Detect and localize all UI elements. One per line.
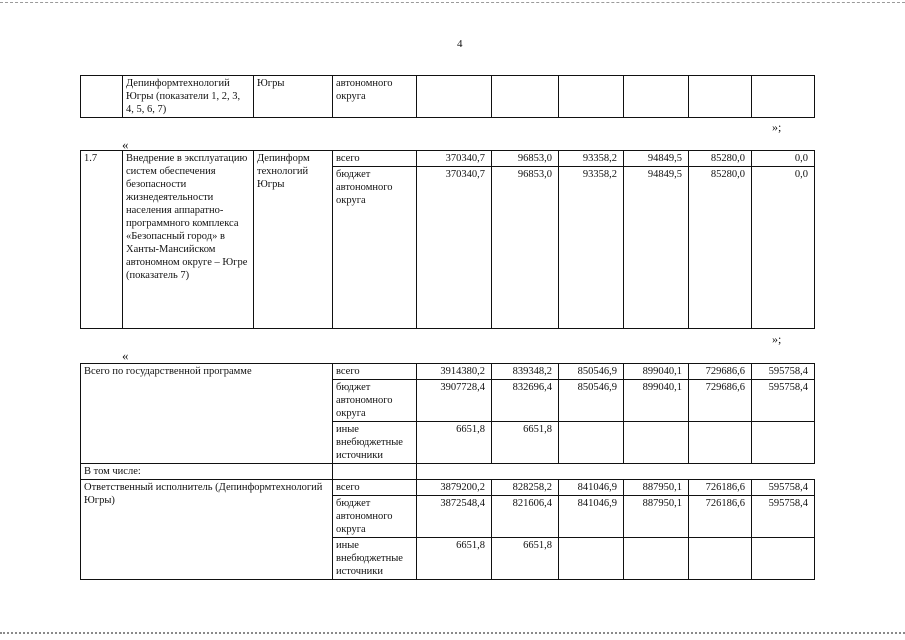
value-cell: 595758,4	[752, 364, 815, 380]
table-row	[81, 364, 815, 380]
value-cell: 0,0	[752, 167, 815, 329]
value-cell: 839348,2	[492, 364, 559, 380]
table-totals	[80, 363, 815, 580]
value-cell: 828258,2	[492, 480, 559, 496]
funding-source: всего	[333, 480, 417, 496]
closing-quote-1: »;	[772, 120, 782, 134]
value-cell: 3879200,2	[417, 480, 492, 496]
value-cell	[624, 422, 689, 464]
value-cell: 899040,1	[624, 364, 689, 380]
executor: Югры	[254, 76, 333, 118]
value-cell: 850546,9	[559, 380, 624, 422]
funding-source: автономного округа	[333, 76, 417, 118]
opening-quote-1: «	[122, 137, 129, 152]
funding-source: бюджет автономного округа	[333, 380, 417, 422]
value-cell: 6651,8	[492, 422, 559, 464]
value-cell: 6651,8	[417, 538, 492, 580]
value-cell	[559, 422, 624, 464]
value-cell: 726186,6	[689, 496, 752, 538]
value-cell	[752, 422, 815, 464]
value-cell: 93358,2	[559, 151, 624, 167]
value-cell: 887950,1	[624, 496, 689, 538]
funding-source: иные внебюджетные источники	[333, 422, 417, 464]
value-cell: 6651,8	[492, 538, 559, 580]
value-cell: 832696,4	[492, 380, 559, 422]
value-cell: 85280,0	[689, 151, 752, 167]
executor: Депинформ технологий Югры	[254, 151, 333, 329]
value-cell	[624, 76, 689, 118]
table-row	[81, 464, 815, 480]
value-cell: 3872548,4	[417, 496, 492, 538]
value-cell	[559, 538, 624, 580]
value-cell	[624, 538, 689, 580]
responsible-executor-label: Ответственный исполнитель (Депинформтехнологий Югры)	[81, 480, 333, 580]
value-cell: 595758,4	[752, 480, 815, 496]
measure-name: Депинформтехнологий Югры (показатели 1, 2, 3, 4, 5, 6, 7)	[123, 76, 254, 118]
funding-source: всего	[333, 151, 417, 167]
value-cell	[417, 76, 492, 118]
value-cell	[689, 538, 752, 580]
value-cell: 96853,0	[492, 167, 559, 329]
total-label: Всего по государственной программе	[81, 364, 333, 464]
value-cell: 726186,6	[689, 480, 752, 496]
value-cell	[752, 538, 815, 580]
value-cell: 887950,1	[624, 480, 689, 496]
value-cell: 370340,7	[417, 167, 492, 329]
funding-source: всего	[333, 364, 417, 380]
measure-name: Внедрение в эксплуатацию систем обеспечения безопасности жизнедеятельности населения аппаратно-программного комплекса «Безопасный город» в Ханты-Мансийском автономном округе – Югре (показатель 7)	[123, 151, 254, 329]
value-cell: 850546,9	[559, 364, 624, 380]
value-cell: 85280,0	[689, 167, 752, 329]
value-cell: 841046,9	[559, 480, 624, 496]
value-cell: 370340,7	[417, 151, 492, 167]
closing-quote-2: »;	[772, 332, 782, 346]
value-cell: 595758,4	[752, 380, 815, 422]
scan-edge-bottom	[0, 632, 905, 636]
value-cell: 3907728,4	[417, 380, 492, 422]
value-cell: 595758,4	[752, 496, 815, 538]
value-cell: 729686,6	[689, 380, 752, 422]
table-row	[81, 480, 815, 496]
value-cell: 94849,5	[624, 151, 689, 167]
value-cell: 6651,8	[417, 422, 492, 464]
value-cell	[689, 422, 752, 464]
value-cell	[492, 76, 559, 118]
funding-source: бюджет автономного округа	[333, 167, 417, 329]
value-cell: 841046,9	[559, 496, 624, 538]
value-cell: 93358,2	[559, 167, 624, 329]
page-number: 4	[457, 38, 463, 50]
value-cell: 729686,6	[689, 364, 752, 380]
value-cell: 94849,5	[624, 167, 689, 329]
funding-source: бюджет автономного округа	[333, 496, 417, 538]
row-number: 1.7	[81, 151, 123, 329]
table-row	[81, 76, 815, 118]
opening-quote-2: «	[122, 348, 129, 363]
table-row	[81, 151, 815, 167]
funding-source: иные внебюджетные источники	[333, 538, 417, 580]
value-cell	[752, 76, 815, 118]
table-item-1-7	[80, 150, 815, 329]
table-continuation	[80, 75, 815, 118]
value-cell: 3914380,2	[417, 364, 492, 380]
scan-edge-top	[0, 2, 905, 4]
value-cell: 96853,0	[492, 151, 559, 167]
value-cell	[559, 76, 624, 118]
value-cell: 0,0	[752, 151, 815, 167]
value-cell: 899040,1	[624, 380, 689, 422]
including-label: В том числе:	[81, 464, 333, 480]
row-number	[81, 76, 123, 118]
value-cell: 821606,4	[492, 496, 559, 538]
value-cell	[689, 76, 752, 118]
